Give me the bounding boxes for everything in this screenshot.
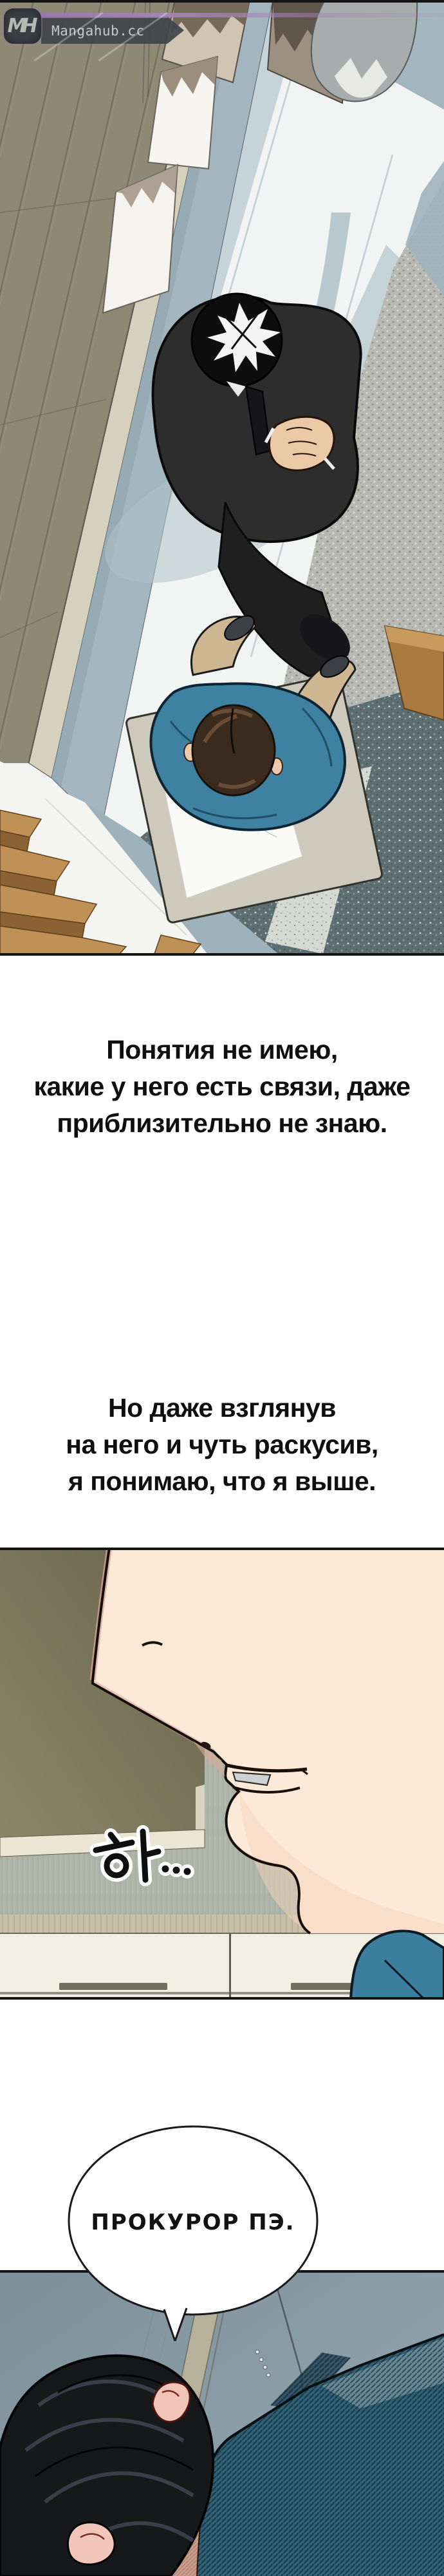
narration-block-2	[0, 1390, 444, 1500]
watermark-logo-text: MH	[7, 15, 33, 37]
living-room-illustration	[0, 0, 444, 956]
watermark-logo	[4, 8, 41, 44]
narration-line: приблизительно не знаю.	[57, 1108, 387, 1138]
panel-face-closeup	[0, 1548, 444, 2000]
panel-living-room-overhead	[0, 0, 444, 956]
speech-bubble	[64, 2119, 322, 2354]
narration-line: Понятия не имею,	[106, 1035, 338, 1065]
speech-bubble-text: ПРОКУРОР ПЭ.	[91, 2210, 295, 2235]
ear-left	[68, 2523, 115, 2564]
watermark-banner-arrow	[167, 17, 184, 44]
narration-line: на него и чуть раскусив,	[66, 1430, 378, 1459]
watermark-banner	[41, 17, 167, 44]
narration-line: Но даже взглянув	[108, 1393, 336, 1423]
watermark-site-text: Mangahub.cc	[51, 23, 145, 39]
narration-line: я понимаю, что я выше.	[68, 1466, 376, 1496]
narration-line: какие у него есть связи, даже	[33, 1072, 411, 1101]
narration-block-1	[0, 1032, 444, 1142]
face-closeup-illustration	[0, 1548, 444, 2000]
speech-bubble-tail	[164, 2308, 187, 2341]
drawer-handle	[59, 1983, 167, 1990]
